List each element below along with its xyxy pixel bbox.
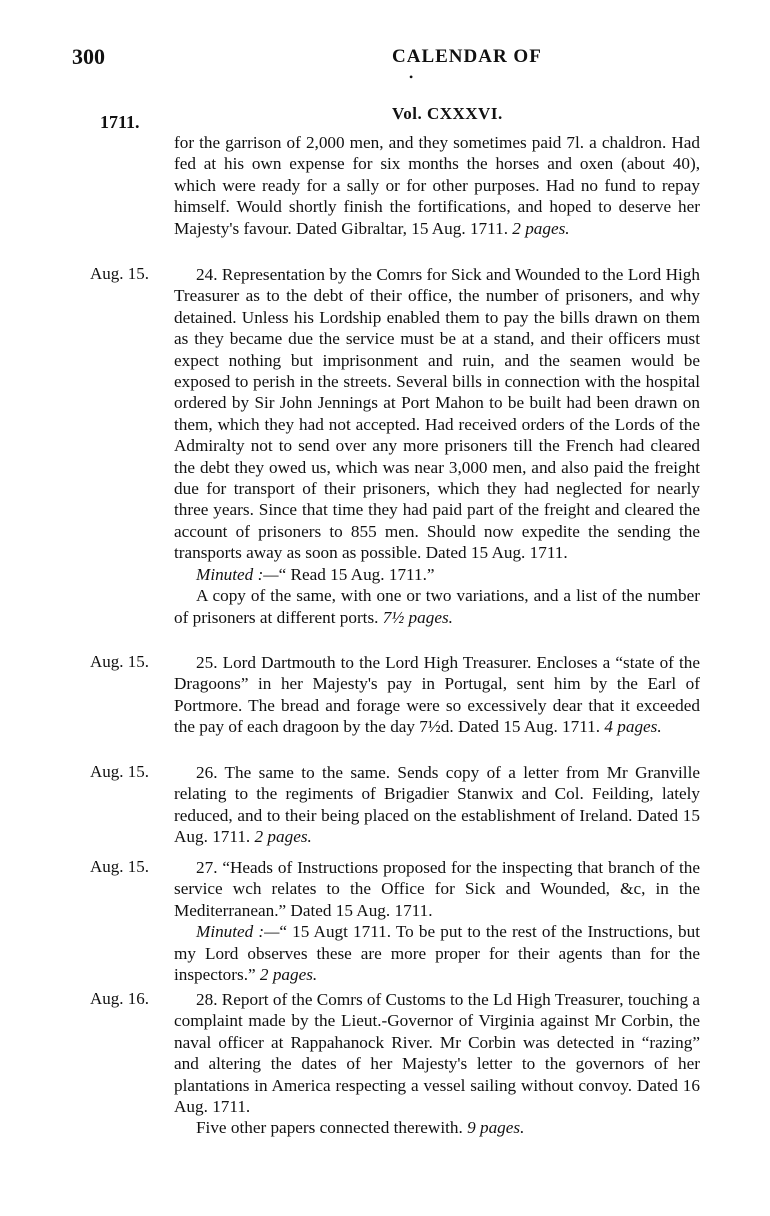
entry-body [174, 652, 700, 738]
entry-date: Aug. 15. [90, 264, 150, 283]
entry-body [174, 762, 700, 848]
page-count: 7½ pages. [382, 607, 453, 627]
entry-paragraph [174, 652, 700, 738]
entry-paragraph [174, 921, 700, 985]
head-mark: • [409, 70, 414, 84]
paragraph-text: 28. Report of the Comrs of Customs to the Ld High Treasurer, touching a complaint made by the Lieut.-Governor of Virginia against Mr Corbin, the naval officer at Rappahanock River. Mr Corbin was detected in “razing” and altering the dates of her Majesty's letter to the governors of her plantations in America respecting a vessel sailing without convoy. Dated 16 Aug. 1711. [174, 990, 700, 1117]
entry-paragraph [174, 564, 700, 585]
running-head: CALENDAR OF [392, 46, 542, 67]
paragraph-text: “ 15 Augt 1711. To be put to the rest of the Instructions, but my Lord observes these are more proper for their agents than for the inspectors.” [174, 922, 700, 985]
entry-paragraph [174, 762, 700, 848]
minuted-label: Minuted :— [196, 922, 280, 942]
page-count: 2 pages. [512, 218, 570, 238]
entry-date: Aug. 15. [90, 762, 150, 781]
paragraph-text: 24. Representation by the Comrs for Sick and Wounded to the Lord High Treasurer as to the debt of their office, the number of prisoners, and why detained. Unless his Lordship enabled them to pay the bills drawn on them as they became due the service must be at a stand, and their officers must expect nothing but imprisonment and ruin, and the seamen would be exposed to perish in the streets. Several bills in connection with the hospital ordered by Sir John Jennings at Port Mahon to be built had been drawn on them, which they had not accepted. Had received orders of the Lords of the Admiralty not to send over any more prisoners till the French had cleared the debt they owed us, which was near 3,000 men, and also paid the freight due for transport of their prisoners, which they had neglected for nearly three years. Since that time they had paid part of the freight and cleared the account of prisoners to 855 men. Should now expedite the sending the transports away as soon as possible. Dated 15 Aug. 1711. [174, 265, 700, 563]
page-count: 2 pages. [254, 827, 312, 847]
entry-date: Aug. 15. [90, 652, 150, 671]
paragraph-text: Five other papers connected therewith. [196, 1118, 468, 1138]
paragraph-text: 27. “Heads of Instructions proposed for the inspecting that branch of the service wch relates to the Office for Sick and Wounded, &c, in the Mediterranean.” Dated 15 Aug. 1711. [174, 858, 700, 920]
paragraph-text: 25. Lord Dartmouth to the Lord High Treasurer. Encloses a “state of the Dragoons” in her Majesty's pay in Portugal, sent him by the Earl of Portmore. The bread and forage were so excessively dear that it exceeded the pay of each dragoon by the day 7½d. Dated 15 Aug. 1711. [174, 653, 700, 737]
entry-paragraph [174, 989, 700, 1117]
entry-date: Aug. 16. [90, 989, 150, 1008]
page-count: 4 pages. [604, 717, 662, 737]
paragraph-text: for the garrison of 2,000 men, and they sometimes paid 7l. a chaldron. Had fed at his own expense for six months the horses and oxen (about 40), which were ready for a sally or for other purposes. Had no fund to repay himself. Would shortly finish the fortifications, and hoped to deserve her Majesty's favour. Dated Gibraltar, 15 Aug. 1711. [174, 133, 700, 238]
paragraph-text: A copy of the same, with one or two variations, and a list of the number of prisoners at different ports. [174, 586, 700, 627]
year-label: 1711. [100, 112, 140, 132]
entry-paragraph [174, 132, 700, 239]
entry-body [174, 132, 700, 239]
entry-body [174, 264, 700, 628]
entry-body [174, 989, 700, 1139]
entry-paragraph [174, 585, 700, 628]
page-count: 2 pages. [259, 965, 318, 985]
page-count: 9 pages. [467, 1118, 525, 1138]
entry-paragraph [174, 1117, 700, 1138]
minuted-label: Minuted :— [196, 564, 279, 584]
entry-body [174, 857, 700, 985]
entry-paragraph [174, 264, 700, 564]
entry-paragraph [174, 857, 700, 921]
entry-date: Aug. 15. [90, 857, 150, 876]
paragraph-text: “ Read 15 Aug. 1711.” [278, 564, 435, 584]
paragraph-text: 26. The same to the same. Sends copy of a letter from Mr Granville relating to the regiments of Brigadier Stanwix and Col. Feilding, lately reduced, and to their being placed on the establishment of Ireland. Dated 15 Aug. 1711. [174, 763, 700, 847]
page-number: 300 [72, 44, 105, 69]
volume-label: Vol. CXXXVI. [392, 104, 503, 123]
